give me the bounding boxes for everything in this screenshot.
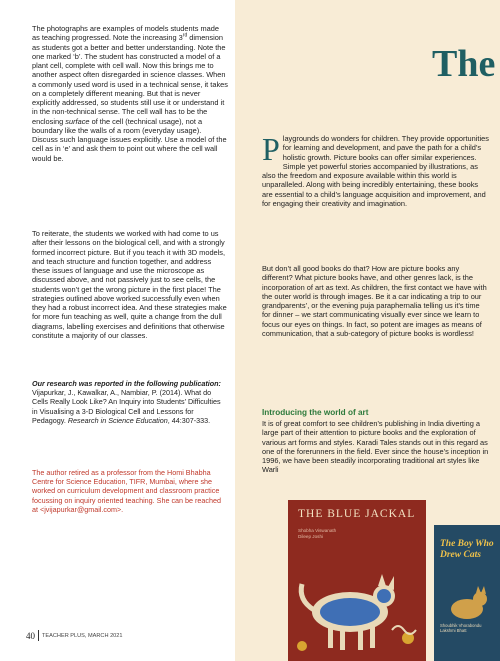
book2-credits: Shoubhik Vhorabondu Lakshmi Bhatt	[440, 623, 482, 634]
section-heading: Introducing the world of art	[262, 408, 369, 417]
left-paragraph-2: To reiterate, the students we worked with had come to us after their lessons on the biological cell, and with a strongly formed incorrect picture. But if you teach it with 3D models, and teach structure and function together, and address these issues of language and use the microscope as discussed above, and not passively just to see cells, the students won’t get the wrong picture in the first place! The strategies outlined above worked successfully even when they had a robust incorrect idea. And these strategies make for more fun teaching as well, quite a change from the dull diagrams, labelling exercises and definitions that otherwise constitute a majority of our classes.	[32, 229, 227, 340]
p1-text-b: dimension as students got a better and better understanding. Note the one marked ‘b’. The student has constructed a model of a plant cell, complete with cell wall. Now this brings me to another aspect often disregarded in science classes. When a commonly used word is used in a technical sense, it takes on a completely different meaning. But that is never explicitly addressed, so students still use it or understand it in the non-technical sense. The cell wall has to be the enclosing	[32, 33, 228, 126]
page-footer	[26, 630, 123, 641]
book1-title: THE BLUE JACKAL	[298, 508, 416, 520]
p1-body: laygrounds do wonders for children. They provide opportunities for learning and development, and pave the path for a child’s holistic growth. Picture books can offer similar experiences. Simple yet powerful stories accompanied by illustrations, as also the freedom and exposure available within this world is unparalleled. Along with being incredibly entertaining, these books are essential to a child’s language acquisition and improvement, and for engaging their creativity and imagination.	[262, 134, 489, 208]
reference-journal: Research in Science Education	[67, 415, 168, 425]
page-number: 40	[26, 630, 35, 641]
article-title: The	[432, 43, 496, 85]
reference-end: , 44:307-333.	[167, 415, 211, 425]
cat-illustration	[434, 583, 500, 623]
footer-divider	[38, 630, 39, 641]
book-cover-blue-jackal	[288, 500, 426, 661]
reference-paragraph	[32, 379, 228, 425]
reference-label: Our research was reported in the following publication:	[32, 379, 221, 388]
book2-title: The Boy Who Drew Cats	[440, 539, 494, 560]
book1-credits: Shobha Viswanath Dileep Joshi	[298, 528, 337, 539]
right-paragraph-1	[262, 131, 490, 208]
right-paragraph-2: But don’t all good books do that? How are picture books any different? What picture books have, and other genres lack, is the incorporation of art as text. As children, the first contact we have with the outer world is through images. Be it a car indicating a trip to our grandparents’, or the evening puja paraphernalia telling us it’s time for dinner – we start communicating visually ever since we learn to focus our eyes on things. In fact, so potent are images as means of communication, that a sub-category of picture books is wordless!	[262, 264, 487, 338]
p1-superscript: rd	[182, 32, 188, 39]
drop-cap: P	[262, 131, 280, 167]
author-bio: The author retired as a professor from the Homi Bhabha Centre for Science Education, TIFR, Mumbai, where she worked on curriculum development and classroom practice focussing on inquiry oriented teaching. She can be reached at <jvijapurkar@gmail.com>.	[32, 468, 221, 514]
p1-text-c: of the cell (technical usage), not a boundary like the walls of a room (everyday usage). Discuss such language issues explicitly. Use a model of the cell as in ‘e’ and ask them to point out where the cell wall would be.	[32, 116, 227, 163]
jackal-illustration	[288, 560, 426, 661]
p1-emphasis: surface	[65, 116, 90, 126]
issue-label: TEACHER PLUS, MARCH 2021	[42, 632, 123, 639]
right-paragraph-3: It is of great comfort to see children’s publishing in India diverting a large part of their attention to picture books and the exploration of various art forms and styles. Karadi Tales stands out in this regard as one of the forerunners in the field. Ever since the house’s inception in 1996, we have been steadily incorporating traditional art styles like Warli	[262, 419, 489, 475]
book-cover-boy-who-drew-cats	[434, 525, 500, 661]
p1-text-a: The photographs are examples of models students made as teaching progressed. Note the increasing 3	[32, 24, 219, 43]
reference-text: Vijapurkar, J., Kawalkar, A., Nambiar, P. (2014). What do Cells Really Look Like? An Inquiry into Students’ Difficulties in Visualising a 3-D Biological Cell and Lessons for Pedagogy.	[32, 388, 221, 425]
left-paragraph-1	[32, 24, 228, 163]
